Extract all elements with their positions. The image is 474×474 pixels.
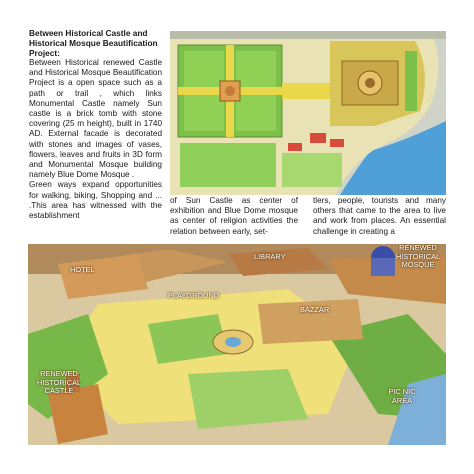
bazaar-label: BAZZAR <box>300 305 330 314</box>
hotel-label: HOTEL <box>70 265 95 274</box>
playground-label: PLAYGROUND <box>168 291 220 300</box>
middle-paragraph: of Sun Castle as center of exhibition and Blue Dome mosque as center of religion activities the relation between early, set- <box>170 196 298 236</box>
aerial-render-image <box>28 244 446 445</box>
renewed-castle-label: RENEWED HISTORICAL CASTLE <box>36 369 82 395</box>
picnic-area-label: PIC NIC AREA <box>388 387 416 405</box>
library-label: LIBRARY <box>254 252 286 261</box>
site-plan-image <box>170 31 446 195</box>
left-column <box>29 28 162 221</box>
right-paragraph: tlers, people, tourists and many others that came to the area to live and work from places. An essential challenge in creating a <box>313 196 446 236</box>
left-paragraph: Between Historical renewed Castle and Historical Mosque Beautification Project is a open space such as a path or trail , which links Monumental Castle namely Sun castle is a brick tomb with stone covering (25 m height), built in 1740 AD. External facade is decorated with stones and images of vases, flowers, leaves and fruits in 3D form and Monumental Mosque building namely Blue Dome Mosque . <box>29 58 162 180</box>
article-heading: Between Historical Castle and Historical Mosque Beautification Project: <box>29 28 158 58</box>
left-continuation: Green ways expand opportunities for walking, biking, Shopping and ... .This area has witnessed with the establishment <box>29 180 162 221</box>
renewed-mosque-label: RENEWED HISTORICAL MOSQUE <box>395 244 441 269</box>
